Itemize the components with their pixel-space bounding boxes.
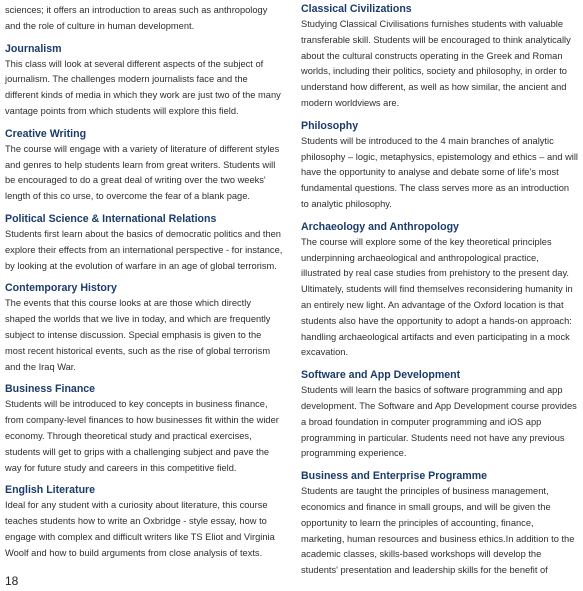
course-title: Journalism <box>5 42 62 55</box>
course-description: The course will engage with a variety of literature of different styles and genres to help students learn from great writers. Students will be encouraged to do a great deal of writing over the two weeks' length of this co urse, to overcome the fear of a blank page. <box>5 143 280 202</box>
course-title: Contemporary History <box>5 282 117 295</box>
course-contemporary-history <box>5 282 283 375</box>
course-software-app-development <box>301 369 579 462</box>
course-description: Ideal for any student with a curiosity about literature, this course teaches students how to write an Oxbridge - style essay, how to engage with complex and difficult writers like TS Eliot and Virginia Woolf and how to build arguments from close analysis of texts. <box>5 500 275 558</box>
course-description: Students will be introduced to the 4 main branches of analytic philosophy – logic, metaphysics, epistemology and ethics – and will have the opportunity to analyse and debate some of life’s most fundamental questions. The class serves more as an introduction to analytic philosophy. <box>301 135 578 209</box>
course-description: Students will be introduced to key concepts in business finance, from company-level finances to how businesses fit within the wider economy. Through theoretical study and practical exercises, students will get to grips with a challenging subject and pave the way for future study and careers in this competitive field. <box>5 399 279 473</box>
course-business-enterprise <box>301 470 579 579</box>
course-description: Students will learn the basics of software programming and app development. The Software and App Development course provides a broad foundation in computer programming and iOS app programming in particular. Students need not have any previous programming experience. <box>301 385 577 459</box>
left-column <box>5 3 283 570</box>
course-archaeology-anthropology <box>301 221 579 361</box>
course-description: The events that this course looks at are those which directly shaped the worlds that we live in today, and which are frequently subject to intense discussion. Special emphasis is given to the most recent historical events, such as the rise of global terrorism and the Iraq War. <box>5 298 271 372</box>
course-business-finance <box>5 383 283 476</box>
course-anthropology-continued <box>5 3 283 35</box>
course-creative-writing <box>5 128 283 205</box>
course-title: Business Finance <box>5 383 96 396</box>
right-column <box>301 3 579 587</box>
course-philosophy <box>301 120 579 213</box>
course-title: Creative Writing <box>5 127 87 140</box>
course-journalism <box>5 43 283 120</box>
course-title: Archaeology and Anthropology <box>301 220 459 233</box>
page-number: 18 <box>5 574 19 588</box>
course-title: Business and Enterprise Programme <box>301 470 488 483</box>
course-description: This class will look at several different aspects of the subject of journalism. The challenges modern journalists face and the different kinds of media in which they work are just two of the many vantage points from which students will explore this field. <box>5 58 281 116</box>
course-description: Studying Classical Civilisations furnishes students with valuable transferable skill. Students will be encouraged to think analytically about the cultural constructs operating in the Greek and Roman worlds, including their politics, society and philosophy, in order to understand how different, as well as how similar, the ancient and modern worldviews are. <box>301 19 571 108</box>
course-description: sciences; it offers an introduction to areas such as anthropology and the role of culture in human development. <box>5 5 268 31</box>
course-title: English Literature <box>5 484 96 497</box>
course-title: Philosophy <box>301 119 359 132</box>
course-description: The course will explore some of the key theoretical principles underpinning archaeological and anthropological practice, illustrated by real case studies from prehistory to the present day. Ultimately, students will find themselves reconsidering humanity in an entirely new light. An advantage of the Oxford location is that students also have the opportunity to adopt a hands-on approach: handling archaeological artifacts and even participating in a mock excavation. <box>301 236 573 358</box>
course-description: Students first learn about the basics of democratic politics and then explore their effects from an international perspective - for instance, by looking at the evolution of warfare in an age of global terrorism. <box>5 228 283 271</box>
course-english-literature <box>5 484 283 561</box>
course-title: Political Science & International Relations <box>5 212 217 225</box>
course-title: Classical Civilizations <box>301 3 412 15</box>
course-title: Software and App Development <box>301 369 461 382</box>
course-description: Students are taught the principles of business management, economics and finance in small groups, and will be given the opportunity to learn the principles of accounting, finance, marketing, human resources and business ethics.In addition to the academic classes, skills-based workshops will develop the students' presentation and leadership skills for the benefit of <box>301 486 575 576</box>
course-political-science <box>5 213 283 274</box>
course-classical-civilizations <box>301 3 579 112</box>
